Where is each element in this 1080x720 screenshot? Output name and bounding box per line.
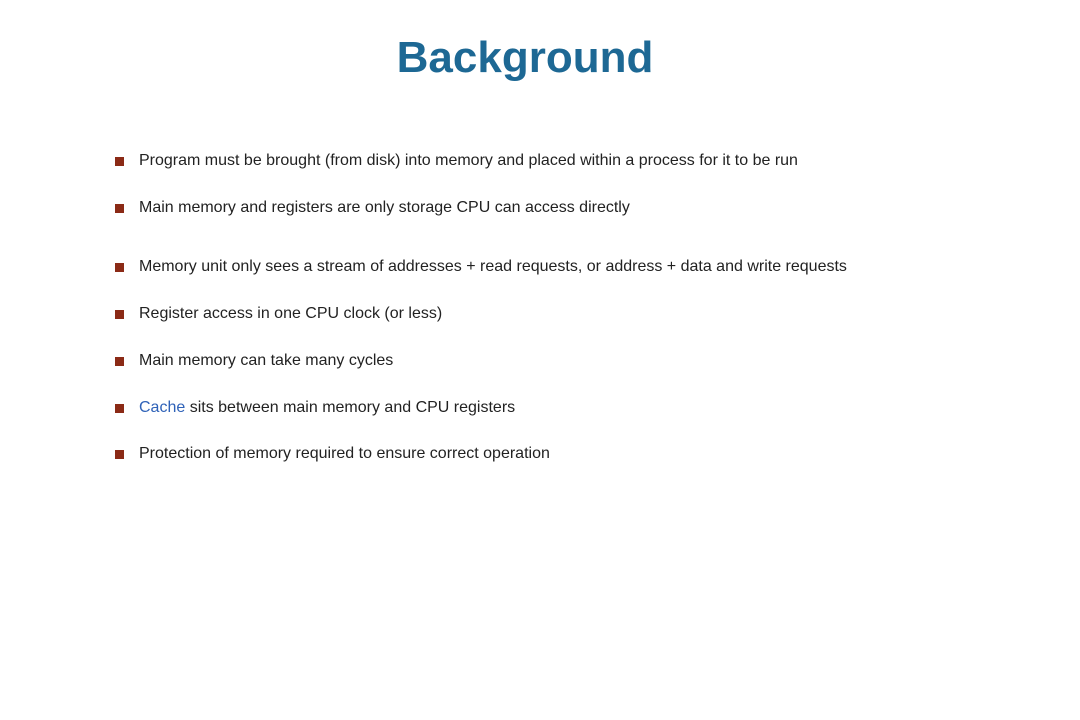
bullet-text: Main memory can take many cycles (139, 352, 394, 369)
list-item (0, 255, 1080, 279)
list-item (0, 442, 1080, 466)
bullet-text (139, 396, 515, 420)
bullet-text-rest: sits between main memory and CPU registers (185, 399, 516, 416)
list-item (0, 196, 1080, 220)
bullet-text: Main memory and registers are only storage CPU can access directly (139, 199, 630, 216)
list-item (0, 349, 1080, 373)
square-bullet-icon (115, 157, 124, 166)
list-item (0, 149, 1080, 173)
slide-title: Background (396, 33, 654, 82)
square-bullet-icon (115, 204, 124, 213)
square-bullet-icon (115, 450, 124, 459)
bullet-text: Protection of memory required to ensure correct operation (139, 445, 550, 462)
square-bullet-icon (115, 263, 124, 272)
list-item (0, 396, 1080, 420)
square-bullet-icon (115, 357, 124, 366)
cache-term: Cache (139, 399, 186, 416)
bullet-text: Register access in one CPU clock (or less) (139, 305, 443, 322)
bullet-text: Program must be brought (from disk) into memory and placed within a process for it to be run (139, 152, 798, 169)
square-bullet-icon (115, 404, 124, 413)
bullet-text: Memory unit only sees a stream of addresses + read requests, or address + data and write requests (139, 258, 847, 275)
list-item (0, 302, 1080, 326)
square-bullet-icon (115, 310, 124, 319)
